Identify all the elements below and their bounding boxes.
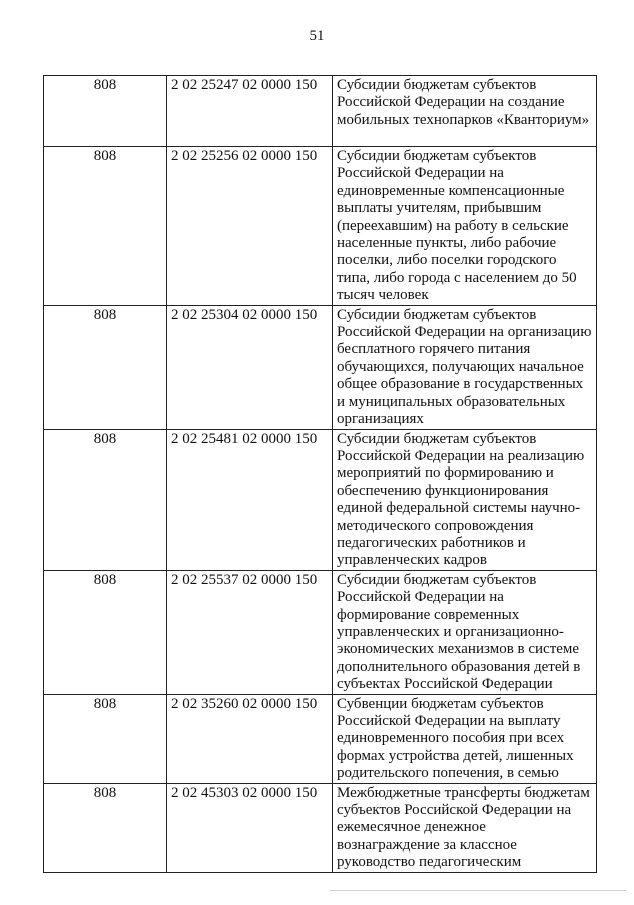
budget-codes-table bbox=[43, 75, 597, 873]
page-number: 51 bbox=[309, 28, 325, 44]
table-row bbox=[44, 76, 597, 147]
admin-code-cell: 808 bbox=[44, 783, 167, 872]
table-row bbox=[44, 147, 597, 306]
budget-code-cell: 2 02 25537 02 0000 150 bbox=[167, 570, 333, 694]
admin-code-cell: 808 bbox=[44, 147, 167, 306]
table-row bbox=[44, 305, 597, 429]
revenue-name-cell: Субсидии бюджетам субъектов Российской Федерации на организацию бесплатного горячего питания обучающихся, получающих начальное общее образование в государственных и муниципальных образовательных организациях bbox=[333, 305, 597, 429]
table-row bbox=[44, 783, 597, 872]
budget-code-cell: 2 02 25256 02 0000 150 bbox=[167, 147, 333, 306]
revenue-name-cell: Субсидии бюджетам субъектов Российской Федерации на формирование современных управленческих и организационно-экономических механизмов в системе дополнительного образования детей в субъектах Российской Федерации bbox=[333, 570, 597, 694]
budget-code-cell: 2 02 35260 02 0000 150 bbox=[167, 694, 333, 783]
budget-code-cell: 2 02 25481 02 0000 150 bbox=[167, 429, 333, 570]
table-row bbox=[44, 429, 597, 570]
scan-artifact-line bbox=[330, 890, 626, 891]
admin-code-cell: 808 bbox=[44, 694, 167, 783]
budget-code-cell: 2 02 25247 02 0000 150 bbox=[167, 76, 333, 147]
admin-code-cell: 808 bbox=[44, 305, 167, 429]
admin-code-cell: 808 bbox=[44, 429, 167, 570]
budget-code-cell: 2 02 25304 02 0000 150 bbox=[167, 305, 333, 429]
budget-code-cell: 2 02 45303 02 0000 150 bbox=[167, 783, 333, 872]
revenue-name-cell: Межбюджетные трансферты бюджетам субъектов Российской Федерации на ежемесячное денежное вознаграждение за классное руководство педагогическим bbox=[333, 783, 597, 872]
revenue-name-cell: Субсидии бюджетам субъектов Российской Федерации на реализацию мероприятий по формированию и обеспечению функционирования единой федеральной системы научно-методического сопровождения педагогических работников и управленческих кадров bbox=[333, 429, 597, 570]
table-row bbox=[44, 570, 597, 694]
revenue-name-cell: Субсидии бюджетам субъектов Российской Федерации на создание мобильных технопарков «Кванториум» bbox=[333, 76, 597, 147]
table-row bbox=[44, 694, 597, 783]
admin-code-cell: 808 bbox=[44, 570, 167, 694]
revenue-name-cell: Субвенции бюджетам субъектов Российской Федерации на выплату единовременного пособия при всех формах устройства детей, лишенных родительского попечения, в семью bbox=[333, 694, 597, 783]
admin-code-cell: 808 bbox=[44, 76, 167, 147]
revenue-name-cell: Субсидии бюджетам субъектов Российской Федерации на единовременные компенсационные выплаты учителям, прибывшим (переехавшим) на работу в сельские населенные пункты, либо рабочие поселки, либо поселки городского типа, либо города с населением до 50 тысяч человек bbox=[333, 147, 597, 306]
